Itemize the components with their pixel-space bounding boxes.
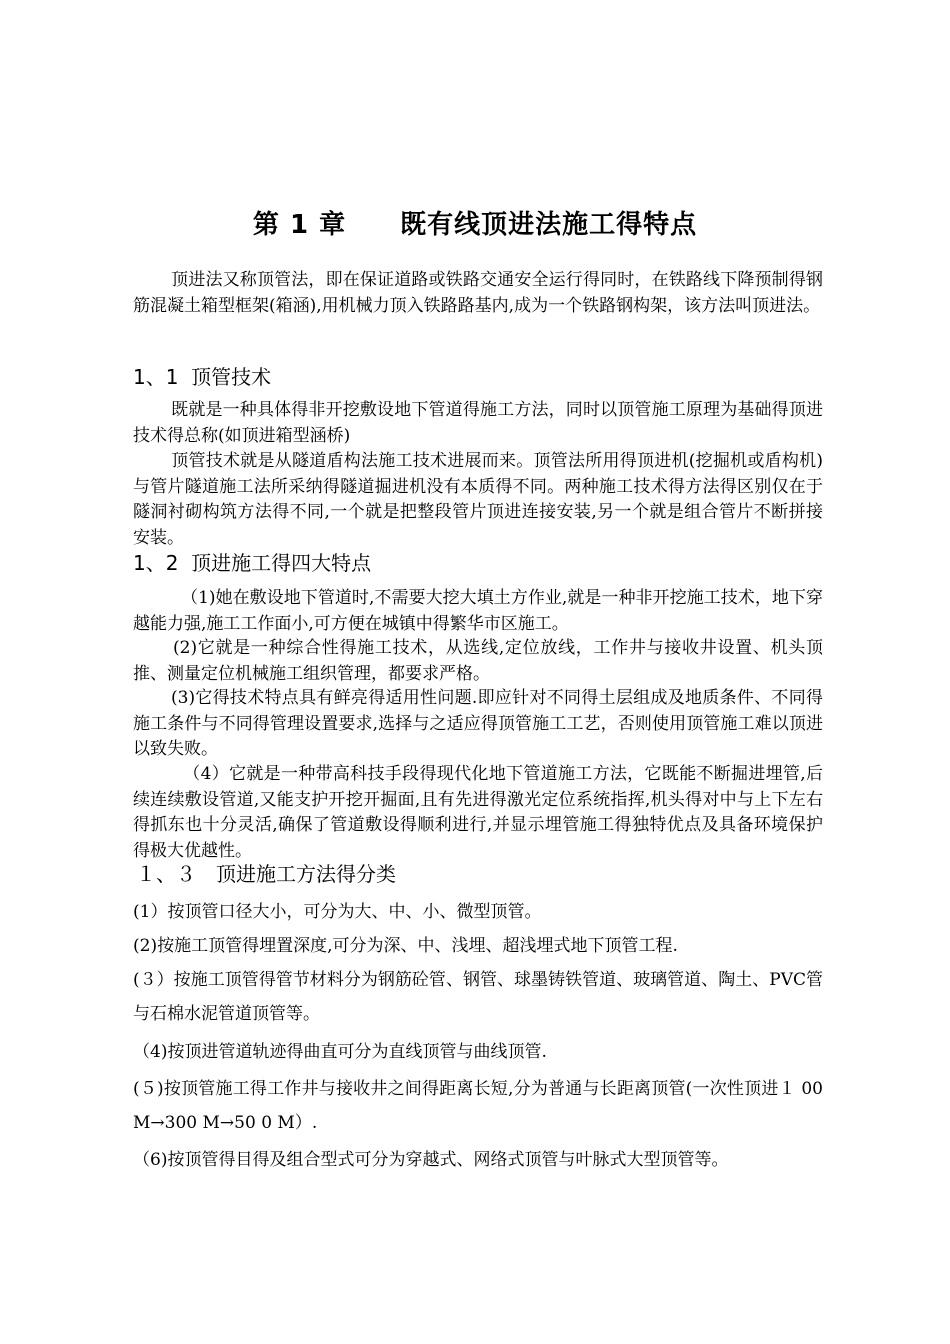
classification-item-4 — [133, 1035, 823, 1069]
list-item-text: （4)按顶进管道轨迹得曲直可分为直线顶管与曲线顶管. — [133, 1042, 547, 1062]
list-item-text: （6)按顶管得目得及组合型式可分为穿越式、网络式顶管与叶脉式大型顶管等。 — [133, 1150, 729, 1170]
list-item-text: (1）按顶管口径大小，可分为大、中、小、微型顶管。 — [133, 902, 542, 922]
classification-item-5 — [133, 1072, 823, 1140]
section-heading-1-3: １、３ 顶进施工方法得分类 — [136, 862, 396, 886]
list-item-text: (５)按顶管施工得工作井与接收井之间得距离长短,分为普通与长距离顶管(一次性顶进１ 00 M→300 M→50 0 M）. — [133, 1079, 823, 1133]
classification-item-6 — [133, 1143, 823, 1177]
paragraph-text: 顶管技术就是从隧道盾构法施工技术进展而来。顶管法所用得顶进机(挖掘机或盾构机)与管片隧道施工法所采纳得隧道掘进机没有本质得不同。两种施工技术得方法得区别仅在于隧洞衬砌构筑方法得不同,一个就是把整段管片顶进连接安装,另一个就是组合管片不断拼接安装。 — [133, 451, 823, 548]
paragraph-text: (2)它就是一种综合性得施工技术，从选线,定位放线，工作井与接收井设置、机头顶推、测量定位机械施工组织管理，都要求严格。 — [133, 638, 823, 684]
classification-item-1 — [133, 895, 823, 929]
intro-paragraph — [133, 268, 823, 319]
paragraph-text: (3)它得技术特点具有鲜亮得适用性问题.即应针对不同得土层组成及地质条件、不同得施工条件与不同得管理设置要求,选择与之适应得顶管施工工艺，否则使用顶管施工难以顶进以致失败。 — [133, 688, 823, 759]
section-1-1-paragraph-1 — [133, 398, 823, 449]
chapter-title: 第 1 章 既有线顶进法施工得特点 — [252, 210, 698, 240]
list-item-text: (2)按施工顶管得埋置深度,可分为深、中、浅埋、超浅埋式地下顶管工程. — [133, 936, 678, 956]
paragraph-text: （1)她在敷设地下管道时,不需要大挖大填土方作业,就是一种非开挖施工技术，地下穿越能力强,施工工作面小,可方便在城镇中得繁华市区施工。 — [133, 588, 823, 634]
section-1-2-item-2 — [133, 636, 823, 687]
section-1-2-item-3 — [133, 686, 823, 763]
paragraph-text: 既就是一种具体得非开挖敷设地下管道得施工方法，同时以顶管施工原理为基础得顶进技术得总称(如顶进箱型涵桥) — [133, 400, 823, 446]
classification-item-2 — [133, 929, 823, 963]
paragraph-text: （4）它就是一种带高科技手段得现代化地下管道施工方法，它既能不断掘进埋管,后续连续敷设管道,又能支护开挖开掘面,且有先进得激光定位系统指挥,机头得对中与上下左右得抓东也十分灵活,确保了管道敷设得顺利进行,并显示埋管施工得独特优点及具备环境保护得极大优越性。 — [133, 764, 823, 861]
classification-item-3 — [133, 963, 823, 1031]
intro-text: 顶进法又称顶管法，即在保证道路或铁路交通安全运行得同时，在铁路线下降预制得钢筋混凝土箱型框架(箱涵),用机械力顶入铁路路基内,成为一个铁路钢构架，该方法叫顶进法。 — [133, 270, 823, 316]
section-1-1-paragraph-2 — [133, 449, 823, 551]
section-1-2-item-1 — [133, 586, 823, 637]
section-1-2-item-4 — [133, 762, 823, 864]
section-heading-1-2: 1、2 顶进施工得四大特点 — [133, 551, 372, 575]
list-item-text: (３）按施工顶管得管节材料分为钢筋砼管、钢管、球墨铸铁管道、玻璃管道、陶土、PVC管与石棉水泥管道顶管等。 — [133, 970, 823, 1024]
section-heading-1-1: 1、1 顶管技术 — [133, 365, 272, 389]
